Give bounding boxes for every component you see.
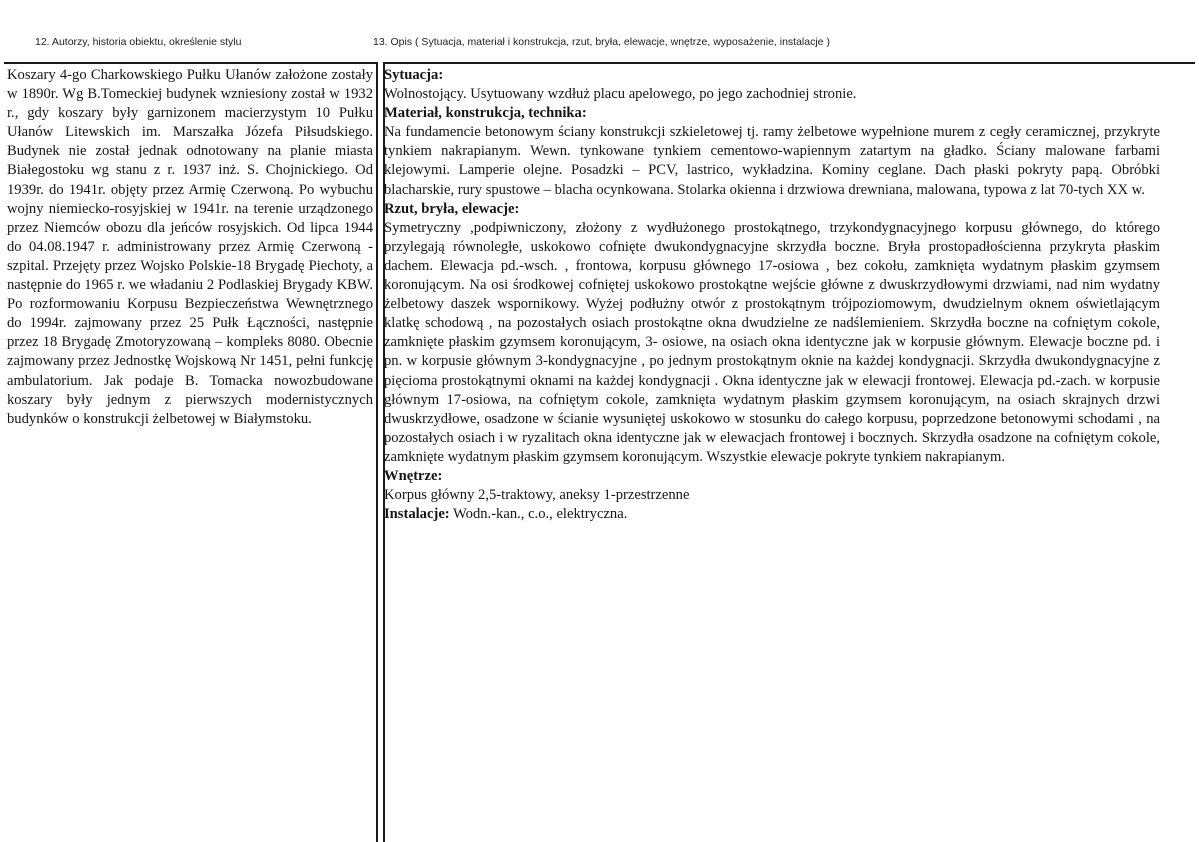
section-12-header: 12. Autorzy, historia obiektu, określenie stylu — [35, 36, 242, 48]
history-text: Koszary 4-go Charkowskiego Pułku Ułanów założone zostały w 1890r. Wg B.Tomeckiej budynek wzniesiony został w 1932 r., gdy koszary były garnizonem macierzystym 10 Pułku Ułanów Litewskich im. Marszałka Józefa Piłsudskiego. Budynek nie został jednak odnotowany na planie miasta Białegostoku wg stanu z r. 1937 inż. S. Chojnickiego. Od 1939r. do 1941r. objęty przez Armię Czerwoną. Po wybuchu wojny niemiecko-rosyjskiej w 1941r. na terenie urządzonego przez Niemców obozu dla jeńców rosyjskich. Od lipca 1944 do 04.08.1947 r. administrowany przez Armię Czerwoną - szpital. Przejęty przez Wojsko Polskie-18 Brygadę Piechoty, a następnie do 1965 r. we władaniu 2 Podlaskiej Brygady KBW. Po rozformowaniu Korpusu Bezpieczeństwa Wewnętrznego do 1994r. zajmowany przez 25 Pułk Łączności, następnie przez 18 Brygadę Zmotoryzowaną – kompleks 8080. Obecnie zajmowany przez Jednostkę Wojskową Nr 1451, pełni funkcję ambulatorium. Jak podaje B. Tomacka nowozbudowane koszary były jednym z pierwszych modernistycznych budynków o konstrukcji żelbetowej w Białymstoku. — [7, 67, 373, 427]
material-heading: Materiał, konstrukcja, technika: — [384, 105, 587, 122]
section-13-header: 13. Opis ( Sytuacja, materiał i konstrukcja, rzut, bryła, elewacje, wnętrze, wyposażenie, instalacje ) — [373, 36, 830, 48]
instalacje-text: Wodn.-kan., c.o., elektryczna. — [449, 506, 628, 523]
instalacje-label: Instalacje: — [384, 506, 450, 523]
sytuacja-heading: Sytuacja: — [384, 67, 444, 83]
sytuacja-text: Wolnostojący. Usytuowany wzdłuż placu apelowego, po jego zachodniej stronie. — [384, 86, 857, 103]
history-column — [7, 66, 373, 429]
description-column — [384, 66, 1160, 524]
header-rule-left — [4, 62, 377, 64]
rzut-text: Symetryczny ,podpiwniczony, złożony z wydłużonego prostokątnego, trzykondygnacyjnego korpusu głównego, do którego przylegają równoległe, uskokowo cofnięte dwukondygnacyjne skrzydła boczne. Bryła prostopadłościenna przykryta płaskim dachem. Elewacja pd.-wsch. , frontowa, korpusu głównego 17-osiowa , bez cokołu, zamknięta wydatnym płaskim gzymsem koronującym. Na osi środkowej cofniętej uskokowo prostokątne wejście główne z dwuskrzydłowymi drzwiami, nad nim wydatny żelbetowy daszek wspornikowy. Wyżej podłużny otwór z prostokątnym trójpoziomowym, dwudzielnym oknem oświetlającym klatkę schodową , na pozostałych osiach prostokątne okna dwudzielne ze nadślemieniem. Skrzydła boczne na cofniętym cokole, zamknięte płaskim gzymsem koronującym, 3- osiowe, na osiach okna identyczne jak w korpusie głównym. Elewacje boczne pd. i pn. w korpusie głównym 3-kondygnacyjne , po jednym prostokątnym oknie na każdej kondygnacji. Skrzydła dwukondygnacyjne z pięcioma prostokątnymi oknami na każdej kondygnacji . Okna identyczne jak w elewacji frontowej. Elewacja pd.-zach. w korpusie głównym 17-osiowa, na cofniętym cokole, zamknięta wydatnym płaskim gzymsem koronującym, na osiach skrajnych drzwi dwuskrzydłowe, osadzone w ścianie wysuniętej uskokowo w stosunku do całego korpusu, poprzedzone betonowymi schodami , na pozostałych osiach i w ryzalitach okna identyczne jak w elewacjach frontowej i bocznych. Skrzydła osadzone na cofniętym cokole, zamknięte wydatnym płaskim gzymsem koronującym. Wszystkie elewacje pokryte tynkiem nakrapianym. — [384, 219, 1160, 465]
wnetrze-heading: Wnętrze: — [384, 467, 443, 484]
material-text: Na fundamencie betonowym ściany konstrukcji szkieletowej tj. ramy żelbetowe wypełnione murem z cegły ceramicznej, przykryte tynkiem nakrapianym. Wewn. tynkowane tynkiem cementowo-wapiennym zatartym na gładko. Ściany malowane farbami klejowymi. Lamperie olejne. Posadzki – PCV, lastrico, wykładzina. Kominy ceglane. Dach płaski pokryty papą. Obróbki blacharskie, rury spustowe – blacha ocynkowana. Stolarka okienna i drzwiowa drewniana, malowana, typowa z lat 70-tych XX w. — [384, 124, 1160, 198]
rzut-heading: Rzut, bryła, elewacje: — [384, 200, 520, 217]
column-divider-left — [376, 62, 378, 842]
wnetrze-text: Korpus główny 2,5-traktowy, aneksy 1-przestrzenne — [384, 487, 690, 504]
header-rule-right — [385, 62, 1195, 64]
instalacje-line — [384, 505, 1160, 524]
